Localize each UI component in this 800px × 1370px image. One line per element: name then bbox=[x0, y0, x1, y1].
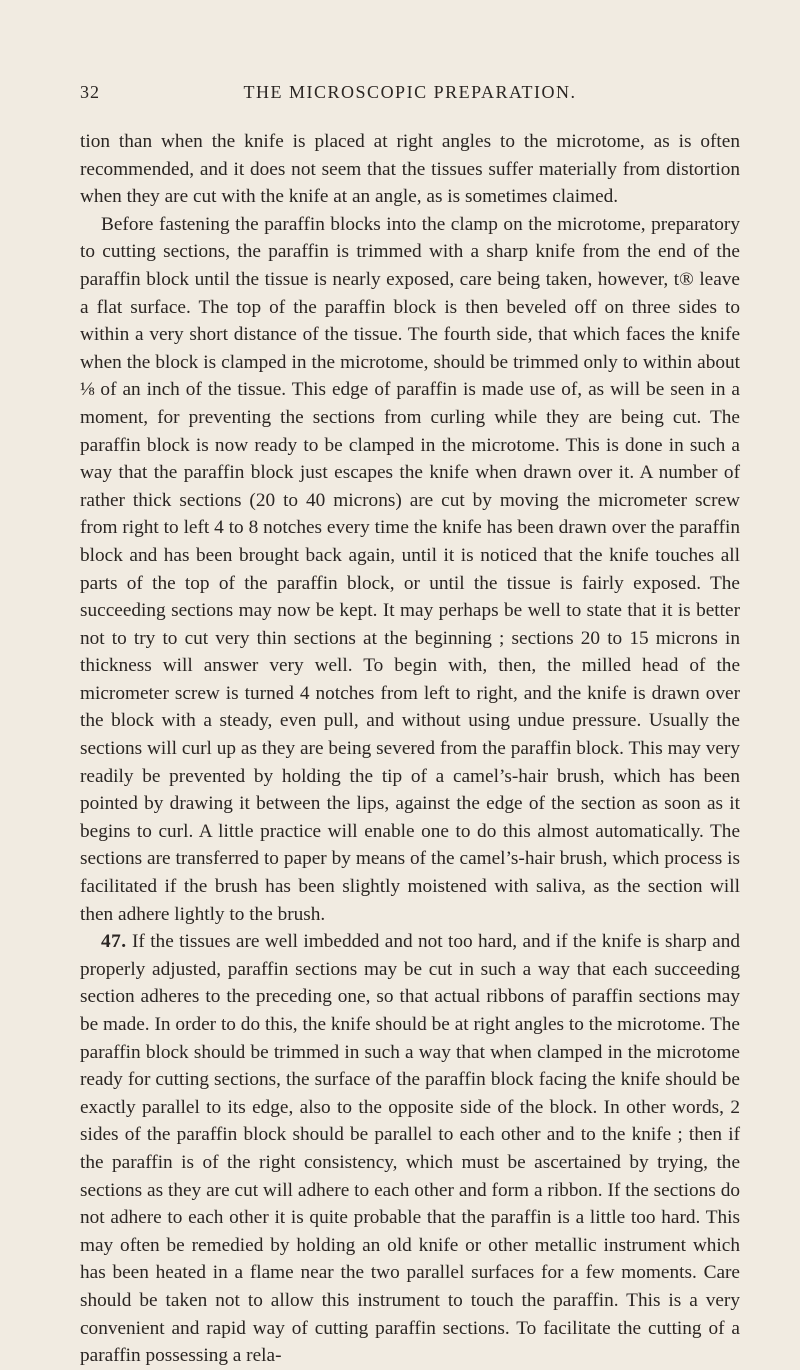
paragraph-trimming-blocks: Before fastening the paraffin blocks into the clamp on the microtome, preparatory to cutting sections, the paraffin is trimmed with a sharp knife from the end of the paraffin block until the tissue is nearly exposed, care being taken, however, t® leave a flat surface. The top of the paraffin block is then beveled off on three sides to within a very short distance of the tissue. The fourth side, that which faces the knife when the block is clamped in the microtome, should be trimmed only to within about ⅛ of an inch of the tissue. This edge of paraffin is made use of, as will be seen in a moment, for preventing the sections from curling while they are being cut. The paraffin block is now ready to be clamped in the microtome. This is done in such a way that the paraffin block just escapes the knife when drawn over it. A number of rather thick sections (20 to 40 microns) are cut by moving the micrometer screw from right to left 4 to 8 notches every time the knife has been drawn over the paraffin block and has been brought back again, until it is noticed that the knife touches all parts of the top of the paraffin block, or until the tissue is fairly exposed. The succeeding sections may now be kept. It may perhaps be well to state that it is better not to try to cut very thin sections at the beginning ; sections 20 to 15 microns in thickness will answer very well. To begin with, then, the milled head of the micrometer screw is turned 4 notches from left to right, and the knife is drawn over the block with a steady, even pull, and without using undue pressure. Usually the sections will curl up as they are being severed from the paraffin block. This may very readily be prevented by holding the tip of a camel’s-hair brush, which has been pointed by drawing it between the lips, against the edge of the section as soon as it begins to curl. A little practice will enable one to do this almost automatically. The sections are transferred to paper by means of the camel’s-hair brush, which process is facilitated if the brush has been slightly moistened with saliva, as the section will then adhere lightly to the brush. bbox=[80, 213, 740, 925]
paragraph-continuation: tion than when the knife is placed at right angles to the microtome, as is often recommended, and it does not seem that the tissues suffer materially from distortion when they are cut with the knife at an angle, as is sometimes claimed. bbox=[80, 131, 740, 208]
page-number: 32 bbox=[80, 82, 100, 102]
paragraph-47-text: If the tissues are well imbedded and not too hard, and if the knife is sharp and properly adjusted, paraffin sections may be cut in such a way that each succeeding section adheres to the preceding one, so that actual ribbons of paraffin sections may be made. In order to do this, the knife should be at right angles to the microtome. The paraffin block should be trimmed in such a way that when clamped in the microtome ready for cutting sections, the surface of the paraffin block facing the knife should be exactly parallel to its edge, also to the opposite side of the block. In other words, 2 sides of the paraffin block should be parallel to each other and to the knife ; then if the paraffin is of the right consistency, which must be ascertained by trying, the sections as they are cut will adhere to each other and form a ribbon. If the sections do not adhere to each other it is quite probable that the paraffin is a little too hard. This may often be remedied by holding an old knife or other metallic instrument which has been heated in a flame near the two parallel surfaces for a few moments. Care should be taken not to allow this instrument to touch the paraffin. This is a very convenient and rapid way of cutting paraffin sections. To facilitate the cutting of a paraffin possessing a rela- bbox=[80, 931, 740, 1367]
body-text bbox=[80, 128, 740, 1370]
paragraph-number: 47. bbox=[101, 931, 127, 953]
running-head bbox=[80, 82, 740, 108]
paragraph-47 bbox=[80, 928, 740, 1370]
running-title: THE MICROSCOPIC PREPARATION. bbox=[243, 82, 577, 102]
